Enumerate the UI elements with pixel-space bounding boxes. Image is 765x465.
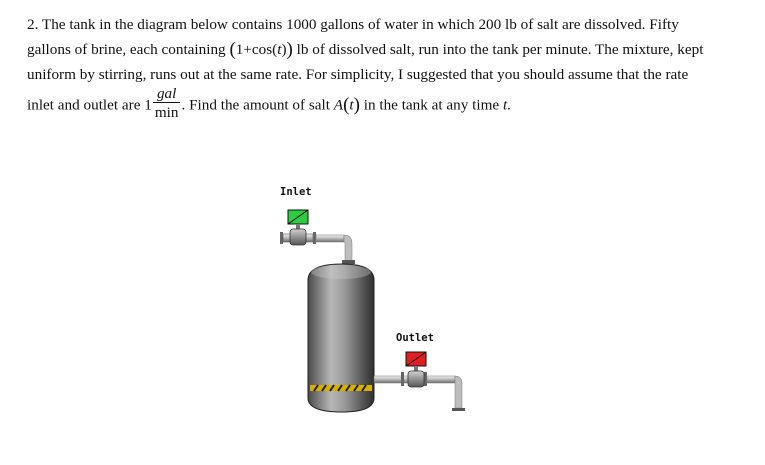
rate-fraction: [153, 85, 181, 123]
tank-diagram-graphic: [270, 180, 490, 420]
rate-numerator: gal: [153, 85, 181, 103]
line4-post: in the tank at any time: [359, 96, 503, 114]
line4-var: t: [502, 96, 508, 114]
tank: [308, 264, 374, 412]
problem-line-2: [27, 37, 757, 62]
inlet-label: Inlet: [280, 186, 312, 198]
func-name: A: [333, 96, 344, 114]
rate-denominator: min: [154, 104, 179, 121]
problem-line-1: 2. The tank in the diagram below contains 1000 gallons of water in which 200 lb of salt are dissolved. Fifty: [27, 16, 679, 33]
tank-base-stripes: [310, 385, 372, 391]
outlet-label: Outlet: [396, 332, 434, 344]
problem-line-4: [27, 87, 757, 129]
line4-pre: inlet and outlet are 1: [27, 96, 152, 114]
func-var: t: [349, 96, 354, 114]
tank-diagram: [270, 180, 490, 420]
expr-var-t: t: [277, 41, 282, 58]
expr-close-paren: ): [286, 39, 293, 60]
expr-inner-close: ): [281, 41, 287, 58]
inlet-pipe: [316, 235, 355, 264]
func-open-paren: (: [343, 94, 350, 116]
problem-text: [27, 12, 757, 129]
expr-one-plus-cos: 1+cos: [235, 41, 273, 58]
expr-inner-open: (: [272, 41, 278, 58]
expr-open-paren: (: [229, 39, 236, 60]
func-close-paren: ): [353, 94, 360, 116]
line4-mid: . Find the amount of salt: [181, 96, 334, 114]
outlet-valve: [406, 352, 426, 387]
line2-pre: gallons of brine, each containing: [27, 41, 230, 58]
inlet-valve: [280, 210, 316, 245]
line2-post: lb of dissolved salt, run into the tank per minute. The mixture, kept: [292, 41, 704, 58]
line4-end: .: [507, 96, 511, 114]
problem-line-3: uniform by stirring, runs out at the same rate. For simplicity, I suggested that you should assume that the rate: [27, 66, 689, 83]
